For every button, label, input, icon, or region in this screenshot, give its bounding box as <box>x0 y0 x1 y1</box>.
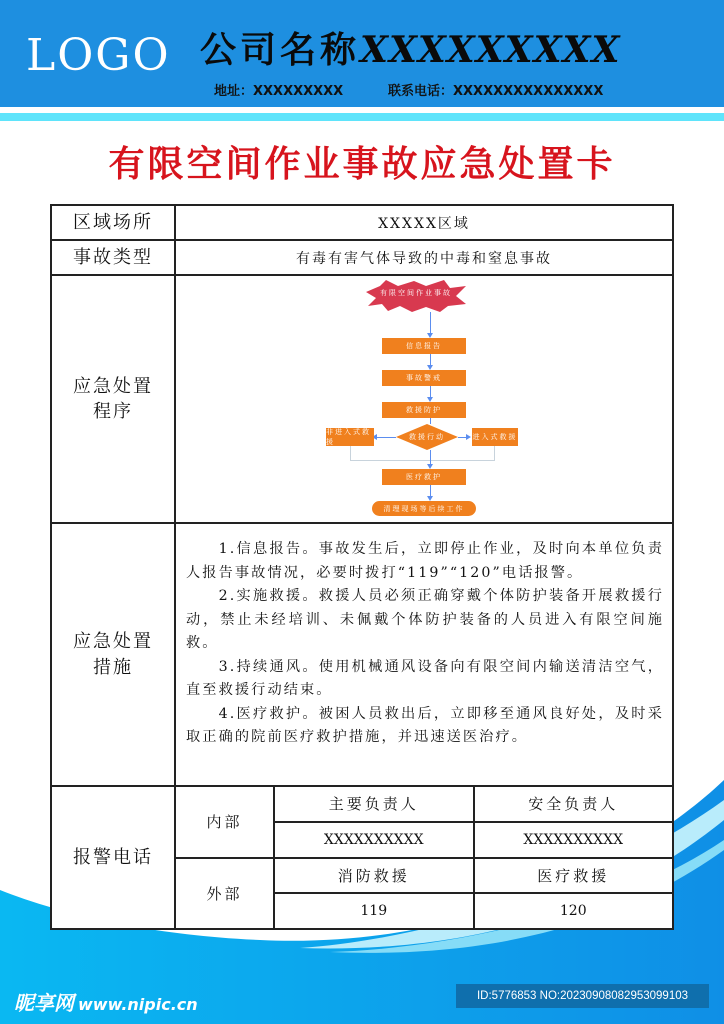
flow-step-medical: 医疗救护 <box>382 469 466 485</box>
connector <box>350 460 495 461</box>
external-phone-fire: 119 <box>275 894 475 928</box>
internal-value-row <box>275 823 672 857</box>
company-name-placeholder: XXXXXXXXX <box>360 29 621 71</box>
row-accident-type <box>52 241 672 276</box>
measure-item: 2.实施救援。救援人员必须正确穿戴个体防护装备开展救援行动，禁止未经培训、未佩戴个体防护装备的人员进入有限空间施救。 <box>186 588 664 651</box>
address-text: 地址：XXXXXXXXX <box>214 84 344 99</box>
phones-grid <box>176 787 672 928</box>
internal-label: 内部 <box>176 787 275 857</box>
accident-type-label: 事故类型 <box>52 241 176 274</box>
external-cells <box>275 859 672 929</box>
measures-label-line1: 应急处置 <box>73 631 153 653</box>
row-alarm-phones <box>52 787 672 928</box>
page-title: 有限空间作业事故应急处置卡 <box>108 144 616 185</box>
internal-cells <box>275 787 672 857</box>
external-phone-medical: 120 <box>559 903 587 920</box>
flowchart <box>176 276 672 522</box>
measures-text <box>176 524 672 785</box>
connector <box>494 446 495 461</box>
external-header-fire: 消防救援 <box>275 859 475 893</box>
internal-phone-primary: XXXXXXXXXX <box>275 823 475 857</box>
internal-header-safety: 安全负责人 <box>528 795 619 814</box>
header-banner <box>0 0 724 107</box>
contact-phone-text: 联系电话：XXXXXXXXXXXXXXX <box>388 84 604 99</box>
procedure-label-line1: 应急处置 <box>73 375 153 397</box>
internal-header-primary: 主要负责人 <box>275 787 475 821</box>
watermark-brand: 昵享网 <box>14 991 74 1015</box>
row-procedure <box>52 276 672 524</box>
procedure-flowchart-cell <box>176 276 672 522</box>
id-badge: ID:5776853 NO:20230908082953099103 <box>456 984 709 1008</box>
procedure-label <box>52 276 176 522</box>
internal-header-row <box>275 787 672 823</box>
header-divider-cyan <box>0 113 724 121</box>
company-name-prefix: 公司名称 <box>200 29 361 71</box>
watermark <box>14 987 198 1016</box>
flow-start: 有限空间作业事故 <box>380 289 452 297</box>
measure-item: 3.持续通风。使用机械通风设备向有限空间内输送清洁空气，直至救援行动结束。 <box>186 658 664 698</box>
measure-item: 1.信息报告。事故发生后，立即停止作业，及时向本单位负责人报告事故情况，必要时拨打“119”“120”电话报警。 <box>186 541 664 581</box>
external-value-row <box>275 894 672 928</box>
flow-step-report: 信息报告 <box>382 338 466 354</box>
row-area <box>52 206 672 241</box>
area-value: XXXXX区域 <box>378 215 470 232</box>
measures-label-line2: 措施 <box>93 656 133 678</box>
connector <box>376 437 396 438</box>
external-header-row <box>275 859 672 895</box>
flow-branch-non-entry: 非进入式救援 <box>326 428 374 446</box>
accident-type-value: 有毒有害气体导致的中毒和窒息事故 <box>296 250 552 267</box>
internal-group <box>176 787 672 859</box>
external-label: 外部 <box>176 859 275 929</box>
flow-step-alert: 事故警戒 <box>382 370 466 386</box>
internal-phone-safety: XXXXXXXXXX <box>523 831 624 848</box>
area-label: 区域场所 <box>52 206 176 239</box>
alarm-phones-label: 报警电话 <box>52 787 176 928</box>
external-header-medical: 医疗救援 <box>537 866 610 885</box>
logo: LOGO <box>26 30 171 81</box>
procedure-label-line2: 程序 <box>93 401 133 422</box>
company-name <box>200 22 620 73</box>
emergency-card-table <box>50 204 674 930</box>
connector <box>350 446 351 461</box>
watermark-url: www.nipic.cn <box>78 995 198 1014</box>
arrow-right-icon <box>466 434 471 440</box>
flow-branch-entry: 进入式救援 <box>472 428 518 446</box>
flow-step-protection: 救援防护 <box>382 402 466 418</box>
measure-item: 4.医疗救护。被困人员救出后，立即移至通风良好处，及时采取正确的院前医疗救护措施，并迅速送医治疗。 <box>186 705 664 745</box>
flow-end: 清理现场等后续工作 <box>372 501 476 516</box>
external-group <box>176 859 672 929</box>
row-measures <box>52 524 672 787</box>
measures-label <box>52 524 176 785</box>
flow-decision: 救援行动 <box>409 433 445 441</box>
